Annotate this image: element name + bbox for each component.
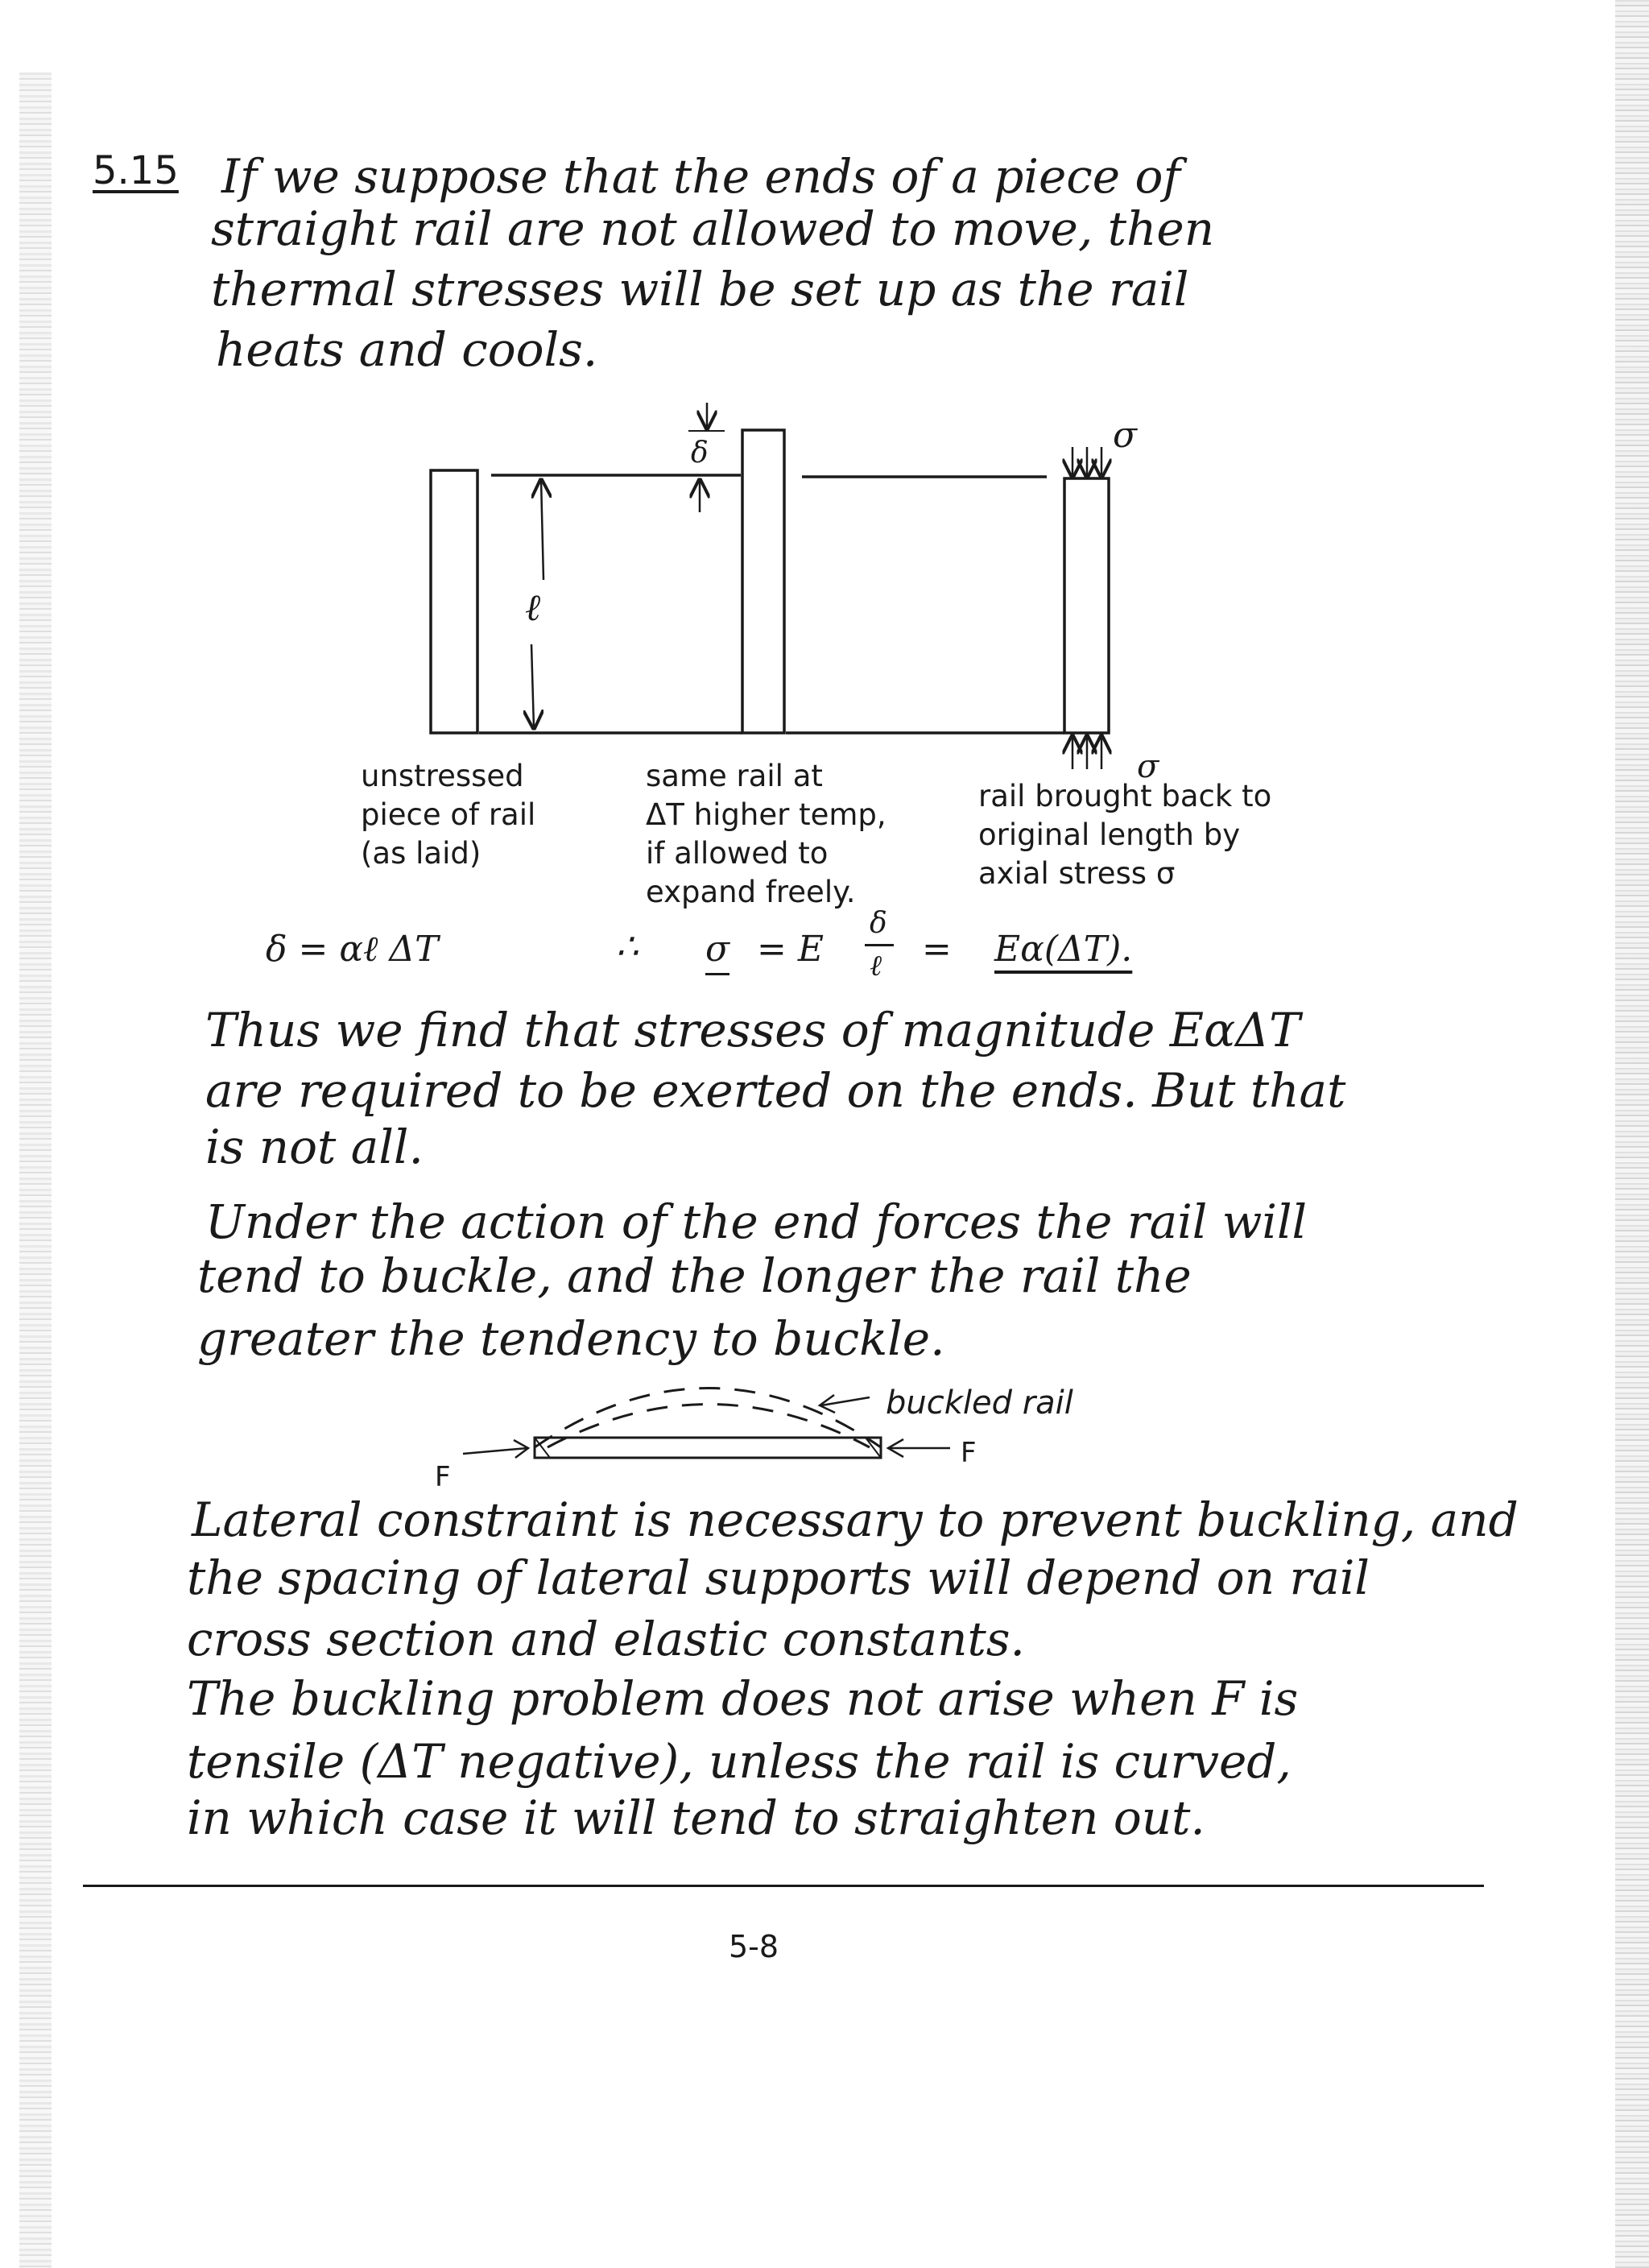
length-arrow-up <box>541 480 543 580</box>
equation-equals: = <box>922 929 952 970</box>
equation-fraction-denominator: ℓ <box>870 950 882 983</box>
intro-line: thermal stresses will be set up as the rail <box>211 262 1189 317</box>
equation-sigma-lhs: σ <box>705 929 729 975</box>
paragraph-line: Under the action of the end forces the rail will <box>205 1194 1308 1249</box>
paragraph-line: The buckling problem does not arise when F is <box>187 1671 1299 1726</box>
intro-line: If we suppose that the ends of a piece of <box>221 149 1180 204</box>
equation-sigma-rhs: Eα(ΔT). <box>994 929 1133 970</box>
expanded-rail <box>742 430 784 733</box>
equation-sigma-mid: = E <box>757 929 824 970</box>
caption-compressed: rail brought back to original length by axial stress σ <box>978 779 1272 891</box>
force-label-left: F <box>435 1461 451 1493</box>
paragraph-line: is not all. <box>205 1120 424 1174</box>
sigma-top-symbol: σ <box>1113 415 1138 456</box>
length-symbol: ℓ <box>525 586 541 629</box>
buckled-rail-label: buckled rail <box>886 1384 1073 1422</box>
delta-symbol: δ <box>691 437 709 470</box>
compressed-rail <box>1064 478 1109 733</box>
paragraph-line: Lateral constraint is necessary to prevent buckling, and <box>192 1492 1519 1547</box>
force-label-right: F <box>961 1437 977 1469</box>
intro-line: straight rail are not allowed to move, then <box>211 201 1215 256</box>
sigma-bottom-symbol: σ <box>1137 748 1159 785</box>
paragraph-line: tensile (ΔT negative), unless the rail is curved, <box>187 1734 1292 1789</box>
paragraph-line: tend to buckle, and the longer the rail the <box>197 1248 1192 1303</box>
therefore-symbol: ∴ <box>616 926 639 967</box>
paragraph-line: Thus we find that stresses of magnitude EαΔT <box>205 1003 1300 1057</box>
bottom-rule <box>83 1885 1484 1887</box>
length-arrow-down <box>531 644 534 728</box>
equation-fraction-bar <box>865 944 894 946</box>
equation-fraction-numerator: δ <box>870 907 887 940</box>
unstressed-rail <box>431 470 477 733</box>
paragraph-line: cross section and elastic constants. <box>187 1612 1025 1666</box>
problem-number: 5.15 <box>93 148 179 193</box>
intro-line: heats and cools. <box>216 322 598 377</box>
equation-delta: δ = αℓ ΔT <box>266 929 439 970</box>
paragraph-line: the spacing of lateral supports will depend on rail <box>187 1550 1370 1605</box>
paragraph-line: greater the tendency to buckle. <box>197 1311 945 1366</box>
caption-unstressed: unstressed piece of rail (as laid) <box>361 759 536 871</box>
paragraph-line: in which case it will tend to straighten out. <box>187 1790 1205 1845</box>
page-number: 5-8 <box>729 1929 779 1964</box>
caption-expanded: same rail at ΔT higher temp, if allowed to expand freely. <box>646 759 886 909</box>
paragraph-line: are required to be exerted on the ends. But that <box>205 1063 1346 1118</box>
